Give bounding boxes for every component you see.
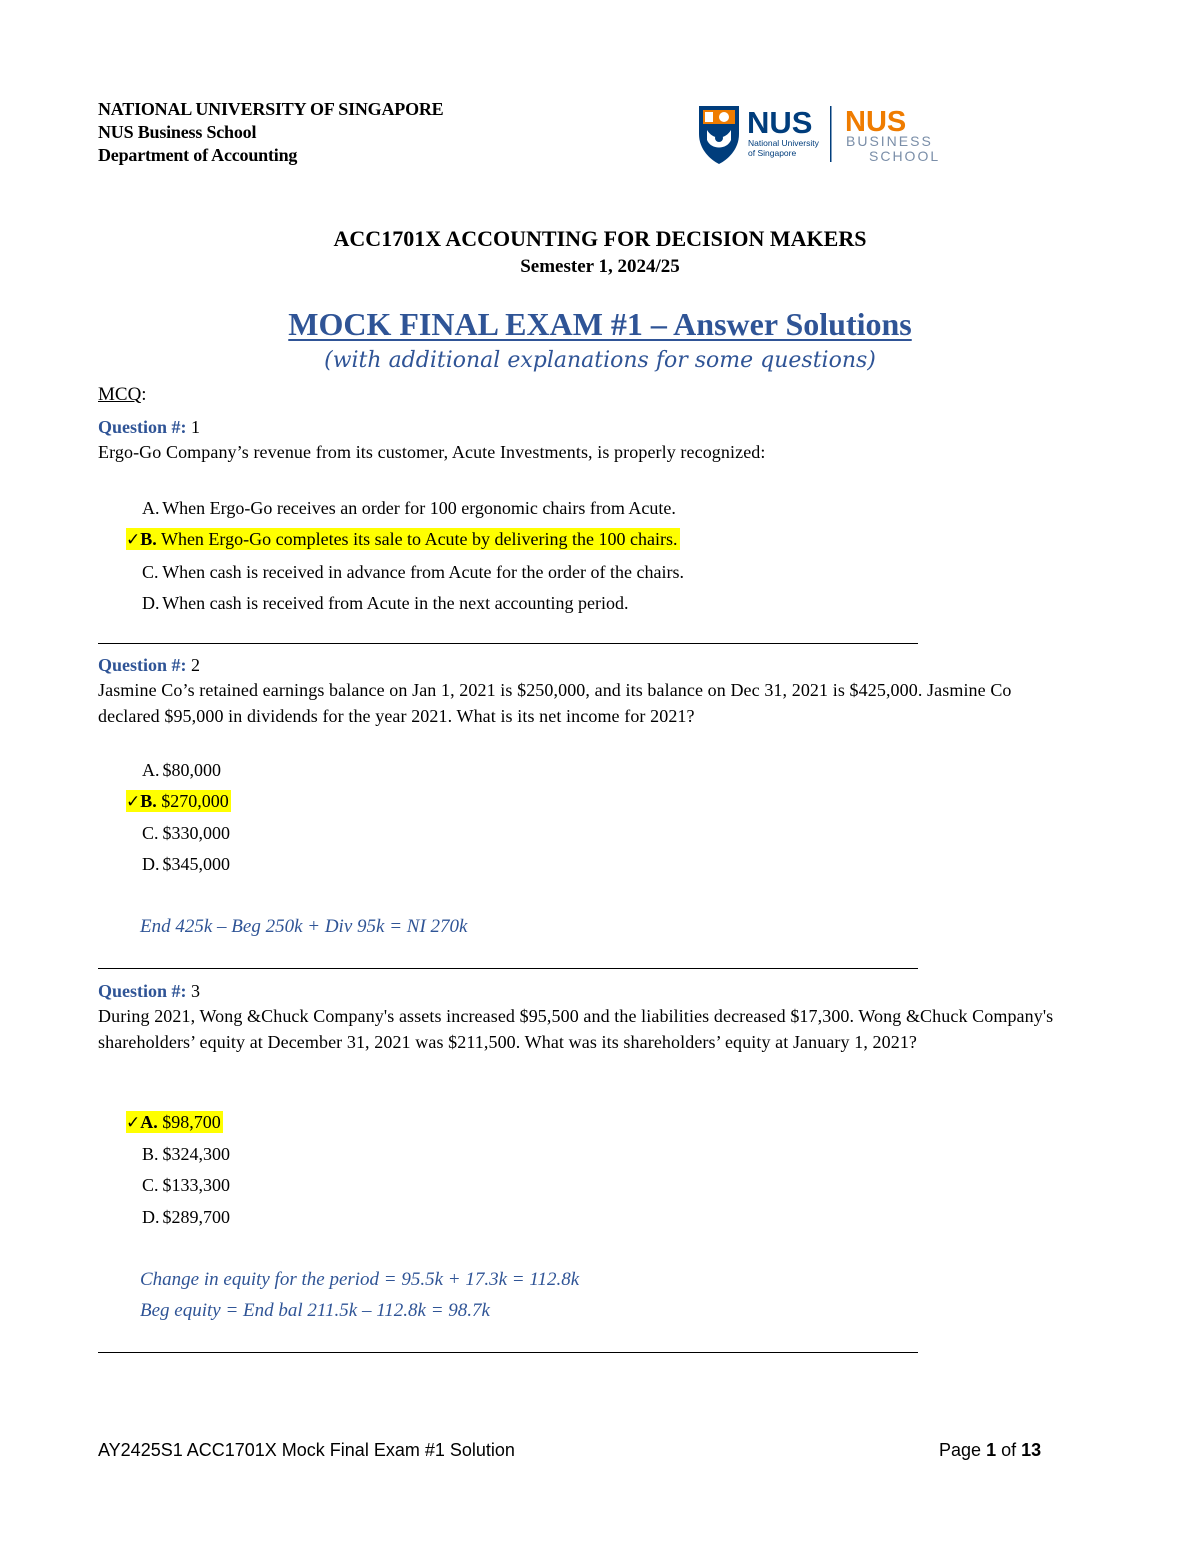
- option-c[interactable]: C. When cash is received in advance from Acute for the order of the chairs.: [142, 562, 684, 582]
- nus-business-wordmark: NUS: [845, 106, 907, 138]
- page-word: Page: [939, 1440, 982, 1460]
- option-text: $270,000: [161, 791, 229, 811]
- option-b[interactable]: B. $324,300: [142, 1144, 230, 1164]
- question-2: [98, 653, 1108, 729]
- option-text: $98,700: [162, 1112, 221, 1132]
- separator: [98, 1352, 918, 1353]
- section-label: MCQ: [98, 384, 142, 405]
- department-name: Department of Accounting: [98, 145, 298, 165]
- option-d[interactable]: D. When cash is received from Acute in the next accounting period.: [142, 593, 629, 613]
- university-name: NATIONAL UNIVERSITY OF SINGAPORE: [98, 99, 444, 119]
- of-word: of: [1001, 1440, 1017, 1460]
- business-label: BUSINESS: [846, 133, 933, 149]
- school-label: SCHOOL: [869, 148, 941, 164]
- question-label: Question #:: [98, 981, 187, 1001]
- option-text: $80,000: [162, 760, 221, 780]
- institution-header: [98, 98, 444, 167]
- question-stem: Jasmine Co’s retained earnings balance on Jan 1, 2021 is $250,000, and its balance on Dec 31, 2021 is $425,000. Jasmine Co declared $95,000 in dividends for the year 2021. What is its net income for 2021?: [98, 680, 1012, 726]
- section-heading: [98, 384, 147, 406]
- question-stem: During 2021, Wong &Chuck Company's assets increased $95,500 and the liabilities decreased $17,300. Wong &Chuck Company's shareholders’ equity at December 31, 2021 was $211,500. What was its shareholders’ equity at January 1, 2021?: [98, 1006, 1054, 1052]
- option-text: $330,000: [162, 823, 230, 843]
- school-name: NUS Business School: [98, 122, 257, 142]
- semester: Semester 1, 2024/25: [520, 256, 680, 277]
- option-text: When cash is received from Acute in the next accounting period.: [162, 593, 629, 613]
- check-icon: ✓: [126, 1113, 141, 1133]
- option-c[interactable]: C. $133,300: [142, 1175, 230, 1195]
- option-a[interactable]: A. When Ergo-Go receives an order for 100 ergonomic chairs from Acute.: [142, 498, 676, 518]
- option-text: $324,300: [162, 1144, 230, 1164]
- option-b-correct[interactable]: ✓B. $270,000: [126, 791, 229, 812]
- separator: [98, 643, 918, 644]
- separator: [98, 968, 918, 969]
- page-indicator: [939, 1440, 1041, 1461]
- explanation-line-2: Beg equity = End bal 211.5k – 112.8k = 98.7k: [140, 1300, 490, 1321]
- question-stem: Ergo-Go Company’s revenue from its customer, Acute Investments, is properly recognized:: [98, 442, 766, 462]
- logo-divider: [830, 106, 832, 162]
- option-text: $345,000: [162, 854, 230, 874]
- section-colon: :: [141, 384, 147, 405]
- option-d[interactable]: D. $345,000: [142, 854, 230, 874]
- footer-doc-name: AY2425S1 ACC1701X Mock Final Exam #1 Solution: [98, 1440, 515, 1460]
- nus-sub-line-2: of Singapore: [748, 148, 797, 158]
- option-c[interactable]: C. $330,000: [142, 823, 230, 843]
- question-1: [98, 415, 1108, 466]
- option-text: $289,700: [162, 1207, 230, 1227]
- doc-title-line: [0, 306, 1200, 343]
- option-text: When cash is received in advance from Acute for the order of the chairs.: [162, 562, 684, 582]
- page-total: 13: [1021, 1440, 1042, 1460]
- check-icon: ✓: [126, 530, 141, 550]
- option-text: $133,300: [162, 1175, 230, 1195]
- nus-logo: [697, 100, 957, 166]
- question-3: [98, 979, 1108, 1055]
- option-a-correct[interactable]: ✓A. $98,700: [126, 1112, 221, 1133]
- course-title: ACC1701X ACCOUNTING FOR DECISION MAKERS: [333, 226, 867, 251]
- question-number: 2: [191, 655, 201, 675]
- nus-wordmark: NUS: [747, 105, 813, 140]
- question-label: Question #:: [98, 417, 187, 437]
- nus-crest-icon: [699, 106, 739, 164]
- question-number: 1: [191, 417, 201, 437]
- doc-subtitle: (with additional explanations for some questions): [324, 348, 876, 373]
- explanation-line-1: Change in equity for the period = 95.5k + 17.3k = 112.8k: [140, 1269, 580, 1290]
- question-number: 3: [191, 981, 201, 1001]
- option-text: When Ergo-Go completes its sale to Acute by delivering the 100 chairs.: [160, 529, 678, 549]
- doc-title: MOCK FINAL EXAM #1 – Answer Solutions: [288, 306, 912, 342]
- option-d[interactable]: D. $289,700: [142, 1207, 230, 1227]
- page-number: 1: [986, 1440, 997, 1460]
- check-icon: ✓: [126, 792, 141, 812]
- option-b-correct[interactable]: ✓B. When Ergo-Go completes its sale to Acute by delivering the 100 chairs.: [126, 529, 678, 550]
- option-text: When Ergo-Go receives an order for 100 ergonomic chairs from Acute.: [162, 498, 676, 518]
- question-label: Question #:: [98, 655, 187, 675]
- option-a[interactable]: A. $80,000: [142, 760, 221, 780]
- nus-sub-line-1: National University: [748, 138, 819, 148]
- doc-subtitle-line: [0, 348, 1200, 373]
- explanation: End 425k – Beg 250k + Div 95k = NI 270k: [140, 916, 468, 937]
